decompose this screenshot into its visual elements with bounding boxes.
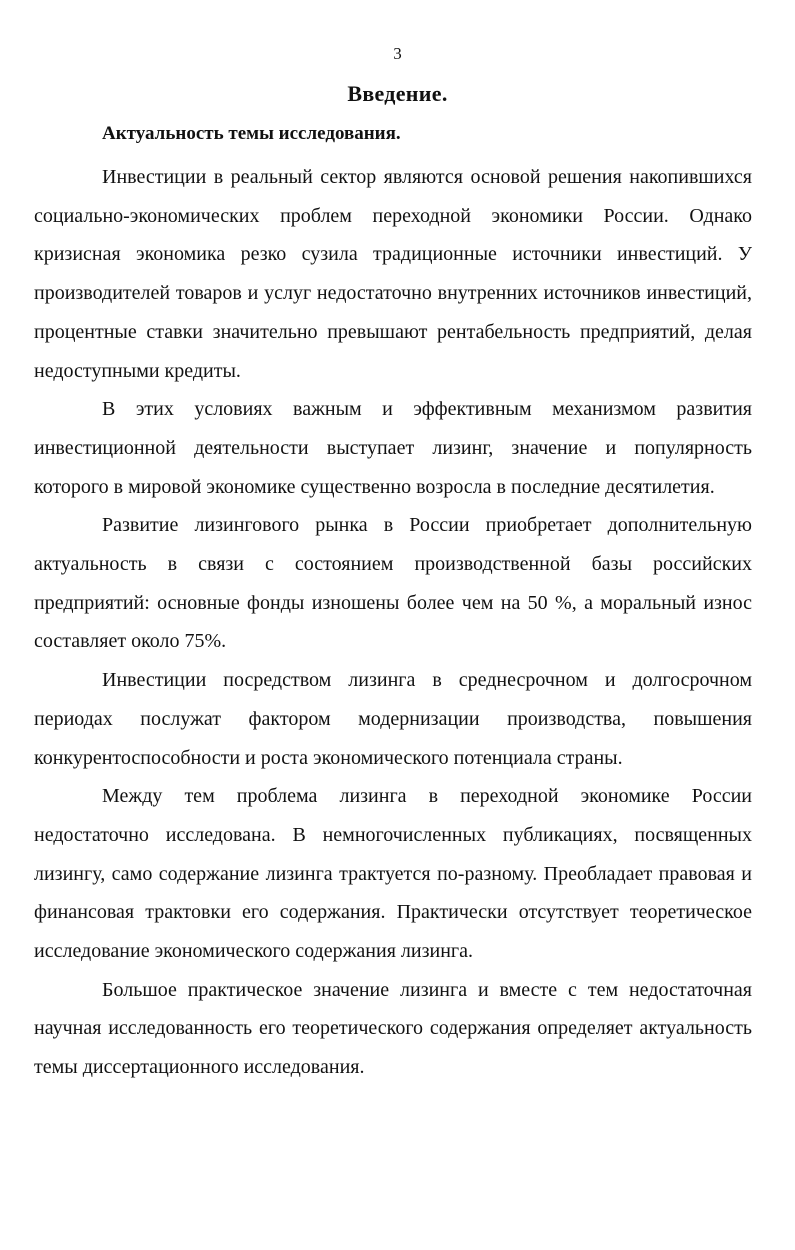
page-number: 3 xyxy=(393,44,402,63)
paragraph: Инвестиции посредством лизинга в среднесрочном и долгосрочном периодах послужат фактором модернизации производства, повышения конкурентоспособности и роста экономического потенциала страны. xyxy=(34,669,752,769)
paragraph: Большое практическое значение лизинга и вместе с тем недостаточная научная исследованность его теоретического содержания определяет актуальность темы диссертационного исследования. xyxy=(34,978,752,1079)
section-title: Введение. xyxy=(347,81,448,106)
paragraph: Развитие лизингового рынка в России приобретает дополнительную актуальность в связи с состоянием производственной базы российских предприятий: основные фонды изношены более чем на 50 %, а моральный износ составляет около 75%. xyxy=(34,514,752,653)
paragraph: Инвестиции в реальный сектор являются основой решения накопившихся социально-экономических проблем переходной экономики России. Однако кризисная экономика резко сузила традиционные источники инвестиций. У производителей товаров и услуг недостаточно внутренних источников инвестиций, процентные ставки значительно превышают рентабельность предприятий, делая недоступными кредиты. xyxy=(34,166,752,382)
section-subtitle: Актуальность темы исследования. xyxy=(102,123,401,144)
body-text xyxy=(34,158,752,1087)
paragraph: В этих условиях важным и эффективным механизмом развития инвестиционной деятельности выступает лизинг, значение и популярность которого в мировой экономике существенно возросла в последние десятилетия. xyxy=(34,398,752,498)
paragraph: Между тем проблема лизинга в переходной экономике России недостаточно исследована. В немногочисленных публикациях, посвященных лизингу, само содержание лизинга трактуется по-разному. Преобладает правовая и финансовая трактовки его содержания. Практически отсутствует теоретическое исследование экономического содержания лизинга. xyxy=(34,785,752,963)
